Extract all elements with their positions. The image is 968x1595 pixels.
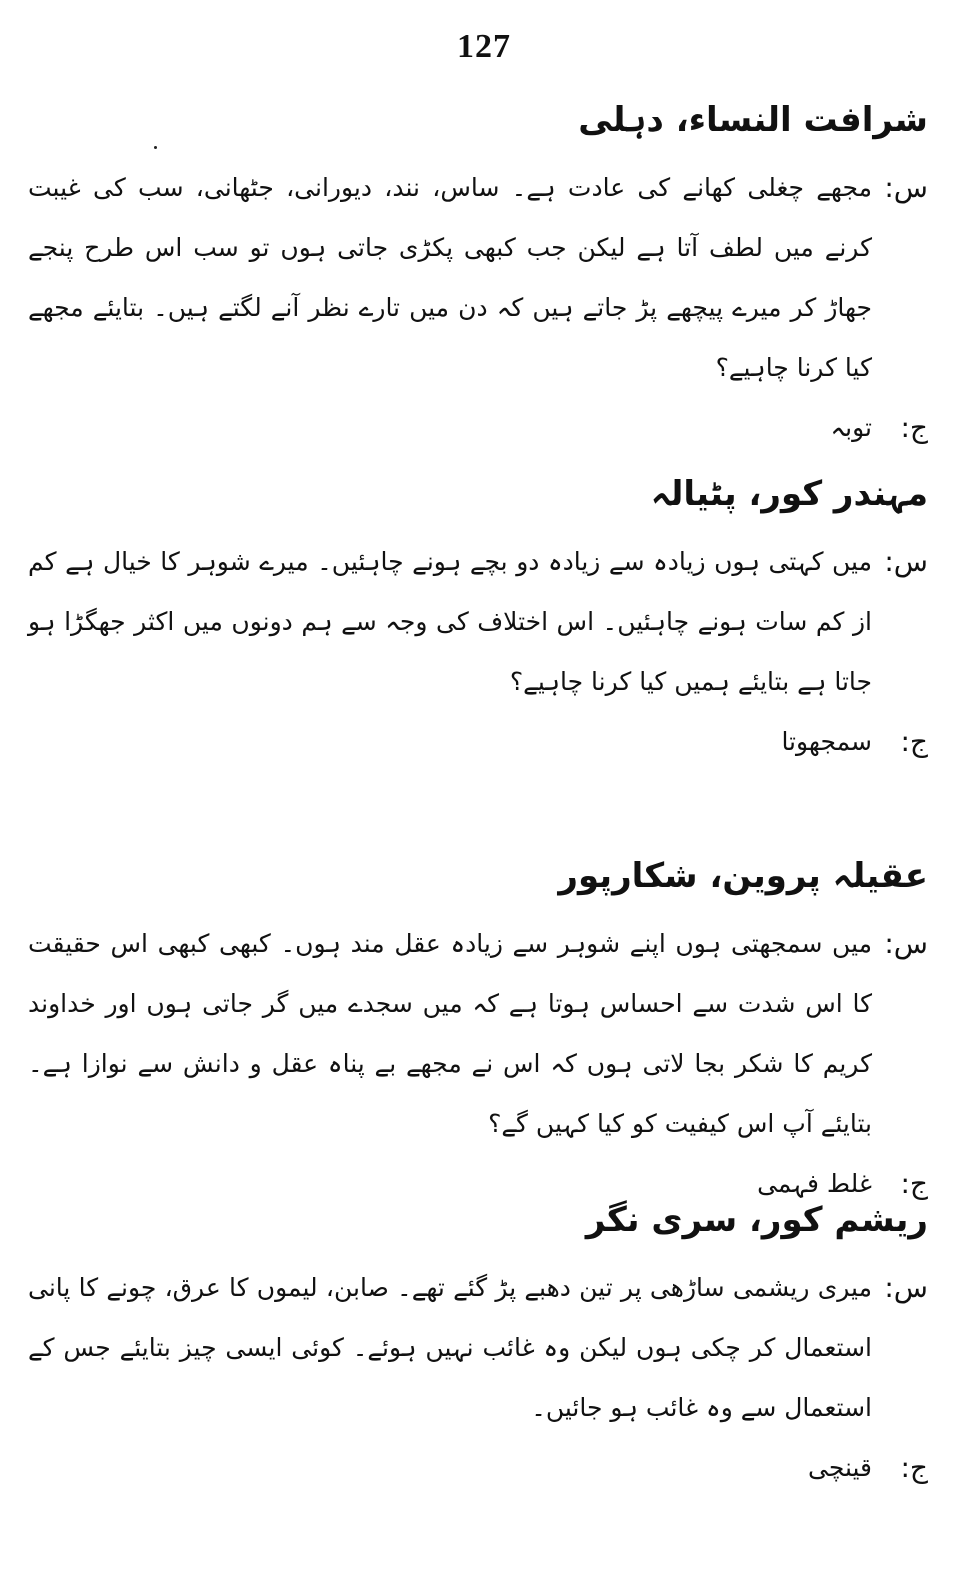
answer-marker: ج: [900,725,928,758]
entry-name: شرافت النساء، دہلی [578,100,928,140]
answer-text: توبہ [830,413,872,442]
entry-name: عقیلہ پروین، شکارپور [558,856,928,896]
question-marker: س: [884,171,928,204]
answer-block [28,716,928,768]
question-block [28,914,928,1154]
answer-marker: ج: [900,1451,928,1484]
entry-3 [28,852,928,1210]
entry-2 [28,470,928,768]
answer-marker: ج: [900,411,928,444]
entry-name: ریشم کور، سری نگر [585,1200,928,1240]
entry-4 [28,1196,928,1494]
answer-block [28,402,928,454]
question-marker: س: [884,1271,928,1304]
question-block [28,1258,928,1438]
question-text: میں کہتی ہوں زیادہ سے زیادہ دو بچے ہونے چاہئیں۔ میرے شوہر کا خیال ہے کم از کم سات ہونے چاہئیں۔ اس اختلاف کی وجہ سے ہم دونوں میں اکثر جھگڑا ہو جاتا ہے بتایئے ہمیں کیا کرنا چاہیے؟ [28,547,872,696]
question-text: میری ریشمی ساڑھی پر تین دھبے پڑ گئے تھے۔ صابن، لیموں کا عرق، چونے کا پانی استعمال کر چکی ہوں لیکن وہ غائب نہیں ہوئے۔ کوئی ایسی چیز بتایئے جس کے استعمال سے وہ غائب ہو جائیں۔ [28,1273,872,1422]
question-marker: س: [884,927,928,960]
page-number: 127 [457,28,511,65]
answer-text: غلط فہمی [757,1169,872,1198]
entry-name: مہندر کور، پٹیالہ [650,474,928,514]
question-marker: س: [884,545,928,578]
question-block [28,158,928,398]
answer-text: سمجھوتا [781,727,872,756]
answer-block [28,1442,928,1494]
answer-marker: ج: [900,1167,928,1200]
entry-1 [28,96,928,454]
question-text: میں سمجھتی ہوں اپنے شوہر سے زیادہ عقل مند ہوں۔ کبھی کبھی اس حقیقت کا اس شدت سے احساس ہوتا ہے کہ میں سجدے میں گر جاتی ہوں اور خداوند کریم کا شکر بجا لاتی ہوں کہ اس نے مجھے بے پناہ عقل و دانش سے نوازا ہے۔ بتایئے آپ اس کیفیت کو کیا کہیں گے؟ [28,929,872,1138]
question-text: مجھے چغلی کھانے کی عادت ہے۔ ساس، نند، دیورانی، جٹھانی، سب کی غیبت کرنے میں لطف آتا ہے لیکن جب کبھی پکڑی جاتی ہوں تو سب اس طرح پنجے جھاڑ کر میرے پیچھے پڑ جاتے ہیں کہ دن میں تارے نظر آنے لگتے ہیں۔ بتایئے مجھے کیا کرنا چاہیے؟ [28,173,872,382]
answer-text: قینچی [807,1453,872,1482]
question-block [28,532,928,712]
